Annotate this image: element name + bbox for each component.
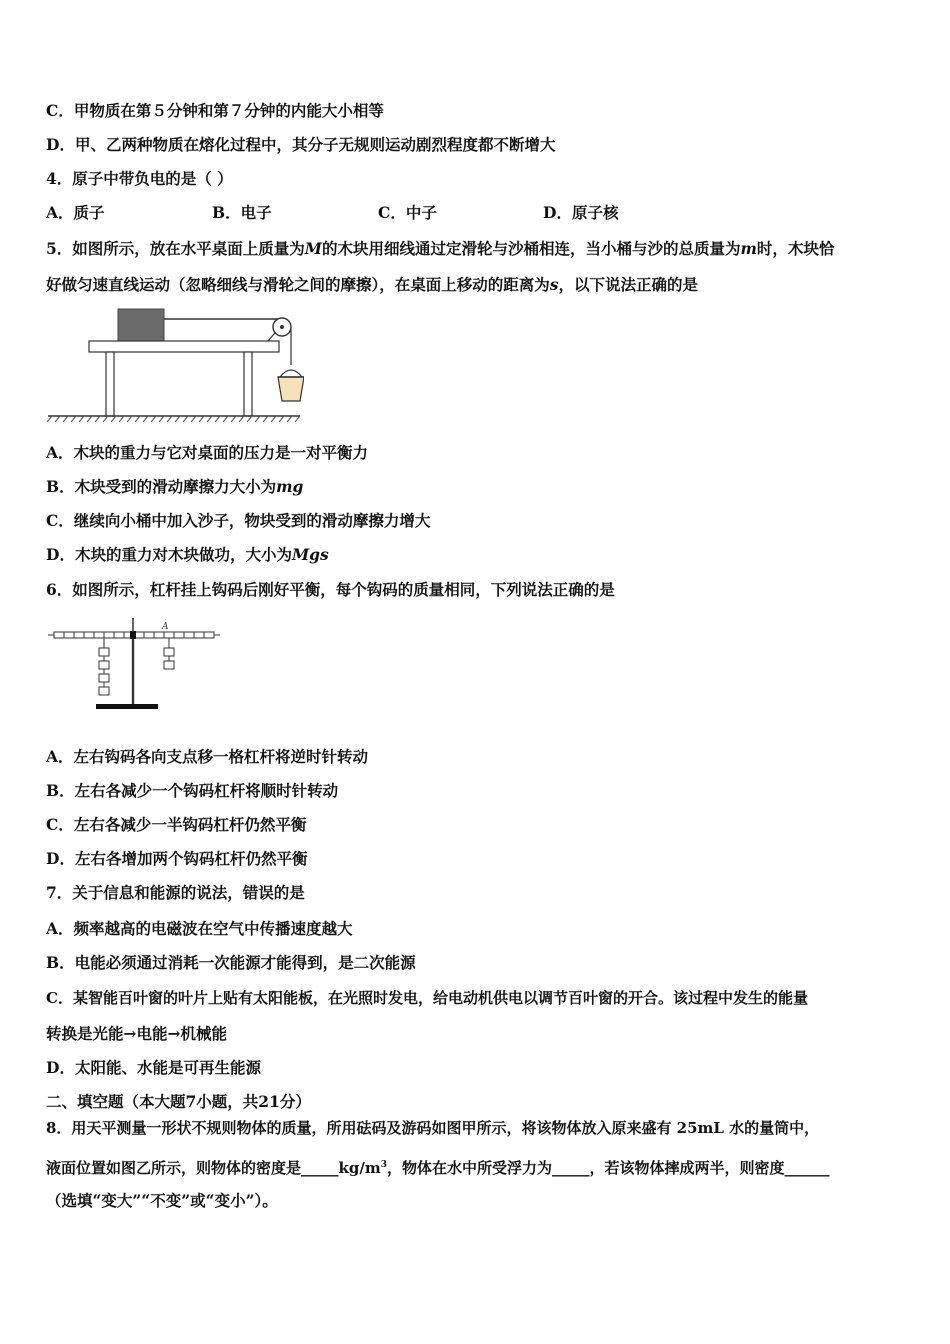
q7-option-b: B．电能必须通过消耗一次能源才能得到，是二次能源 xyxy=(46,953,416,972)
table-pulley-figure xyxy=(44,305,304,425)
q8-stem-line1: 8．用天平测量一形状不规则物体的质量，所用砝码及游码如图甲所示，将该物体放入原来盛有 25mL 水的量筒中， xyxy=(46,1119,820,1137)
left-weight xyxy=(99,648,109,656)
lever-figure xyxy=(48,618,220,718)
left-weight xyxy=(99,687,109,695)
left-weight xyxy=(99,674,109,682)
table-top xyxy=(89,341,279,352)
q7-option-c-line1: C．某智能百叶窗的叶片上贴有太阳能板，在光照时发电，给电动机供电以调节百叶窗的开合。该过程中发生的能量 xyxy=(46,989,808,1007)
q5-option-b: B．木块受到的滑动摩擦力大小为mg xyxy=(46,477,304,496)
section-title-fill-in: 二、填空题（本大题7小题，共21分） xyxy=(46,1092,311,1111)
q6-option-c: C．左右各减少一半钩码杠杆仍然平衡 xyxy=(46,815,307,834)
q5-stem-line2: 好做匀速直线运动（忽略细线与滑轮之间的摩擦），在桌面上移动的距离为s，以下说法正确的是 xyxy=(46,275,699,294)
q4-stem: 4．原子中带负电的是（ ） xyxy=(46,169,233,188)
q5-option-a: A．木块的重力与它对桌面的压力是一对平衡力 xyxy=(46,443,369,462)
q3-option-d: D．甲、乙两种物质在熔化过程中，其分子无规则运动剧烈程度都不断增大 xyxy=(46,135,556,154)
q7-option-d: D．太阳能、水能是可再生能源 xyxy=(46,1058,261,1077)
left-weight xyxy=(99,661,109,669)
q6-stem: 6．如图所示，杠杆挂上钩码后刚好平衡，每个钩码的质量相同，下列说法正确的是 xyxy=(46,580,615,599)
q7-stem: 7．关于信息和能源的说法，错误的是 xyxy=(46,883,305,902)
stand-base xyxy=(96,704,158,709)
q8-stem-line3: （选填“变大”“不变”或“变小”）。 xyxy=(46,1191,278,1210)
q4-option-c: C．中子 xyxy=(378,203,437,222)
q4-option-b: B．电子 xyxy=(212,203,272,222)
q6-option-b: B．左右各减少一个钩码杠杆将顺时针转动 xyxy=(46,781,339,800)
q6-option-a: A．左右钩码各向支点移一格杠杆将逆时针转动 xyxy=(46,747,369,766)
q8-stem-line2: 液面位置如图乙所示，则物体的密度是$\_\_\_\_\_kg/m^3$，物体在水中所受浮力为_____，若该物体摔成两半，则密度______ xyxy=(46,1159,830,1177)
q7-option-c-line2: 转换是光能→电能→机械能 xyxy=(46,1024,227,1043)
q4-option-a: A．质子 xyxy=(46,203,105,222)
table-leg-right xyxy=(244,352,252,416)
table-leg-left xyxy=(106,352,114,416)
q5-stem-line1: 5．如图所示，放在水平桌面上质量为M的木块用细线通过定滑轮与沙桶相连，当小桶与沙的总质量为m时，木块恰 xyxy=(46,239,835,258)
wood-block xyxy=(118,309,164,341)
pivot xyxy=(130,631,136,639)
q4-option-d: D．原子核 xyxy=(543,203,619,222)
sand-bucket xyxy=(278,377,304,401)
q5-option-d: D．木块的重力对木块做功，大小为Mgs xyxy=(46,545,329,564)
q3-option-c: C．甲物质在第５分钟和第７分钟的内能大小相等 xyxy=(46,101,384,120)
right-weight xyxy=(164,648,174,656)
q5-option-c: C．继续向小桶中加入沙子，物块受到的滑动摩擦力增大 xyxy=(46,511,431,530)
point-a-label: A xyxy=(162,622,169,632)
right-weight xyxy=(164,661,174,669)
q7-option-a: A．频率越高的电磁波在空气中传播速度越大 xyxy=(46,919,353,938)
q6-option-d: D．左右各增加两个钩码杠杆仍然平衡 xyxy=(46,849,308,868)
